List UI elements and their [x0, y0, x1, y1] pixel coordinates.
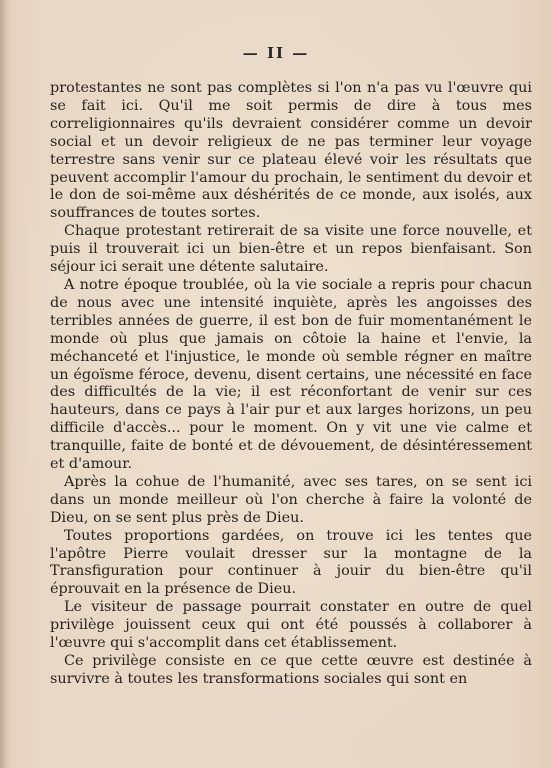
paragraph: A notre époque troublée, où la vie sociale a repris pour chacun de nous avec une intensité inquiète, après les angoisses des terribles années de guerre, il est bon de fuir momentanément le monde où plus que jamais on côtoie la haine et l'envie, la méchanceté et l'injustice, le monde où semble régner en maître un égoïsme féroce, devenu, disent certains, une nécessité en face des difficultés de la vie; il est réconfortant de venir sur ces hauteurs, dans ce pays à l'air pur et aux larges horizons, un peu difficile d'accès... pour le moment. On y vit une vie calme et tranquille, faite de bonté et de dévouement, de désintéressement et d'amour. [50, 276, 532, 473]
page-number: — II — [242, 44, 310, 62]
paragraph: Ce privilège consiste en ce que cette œuvre est destinée à survivre à toutes les transformations sociales qui sont en [50, 653, 532, 687]
spine-shadow [0, 0, 8, 768]
paragraph: Après la cohue de l'humanité, avec ses tares, on se sent ici dans un monde meilleur où l'on cherche à faire la volonté de Dieu, on se sent plus près de Dieu. [50, 473, 532, 526]
paragraph-continued: protestantes ne sont pas complètes si l'on n'a pas vu l'œuvre qui se fait ici. Qu'il me soit permis de dire à tous mes correligionnaires qu'ils devraient considérer comme un devoir social et un devoir religieux de ne pas terminer leur voyage terrestre sans venir sur ce plateau élevé voir les résultats que peuvent accomplir l'amour du prochain, le sentiment du devoir et le don de soi-même aux déshérités de ce monde, aux isolés, aux souffrances de toutes sortes. [50, 80, 532, 222]
page-body [50, 80, 532, 689]
paragraph: Toutes proportions gardées, on trouve ici les tentes que l'apôtre Pierre voulait dresser sur la montagne de la Transfiguration pour continuer à jouir du bien-être qu'il éprouvait en la présence de Dieu. [50, 527, 532, 598]
paragraph: Chaque protestant retirerait de sa visite une force nouvelle, et puis il trouverait ici un bien-être et un repos bienfaisant. Son séjour ici serait une détente salutaire. [50, 223, 532, 276]
paragraph: Le visiteur de passage pourrait constater en outre de quel privilège jouissent ceux qui ont été poussés à collaborer à l'œuvre qui s'accomplit dans cet établissement. [50, 599, 532, 652]
